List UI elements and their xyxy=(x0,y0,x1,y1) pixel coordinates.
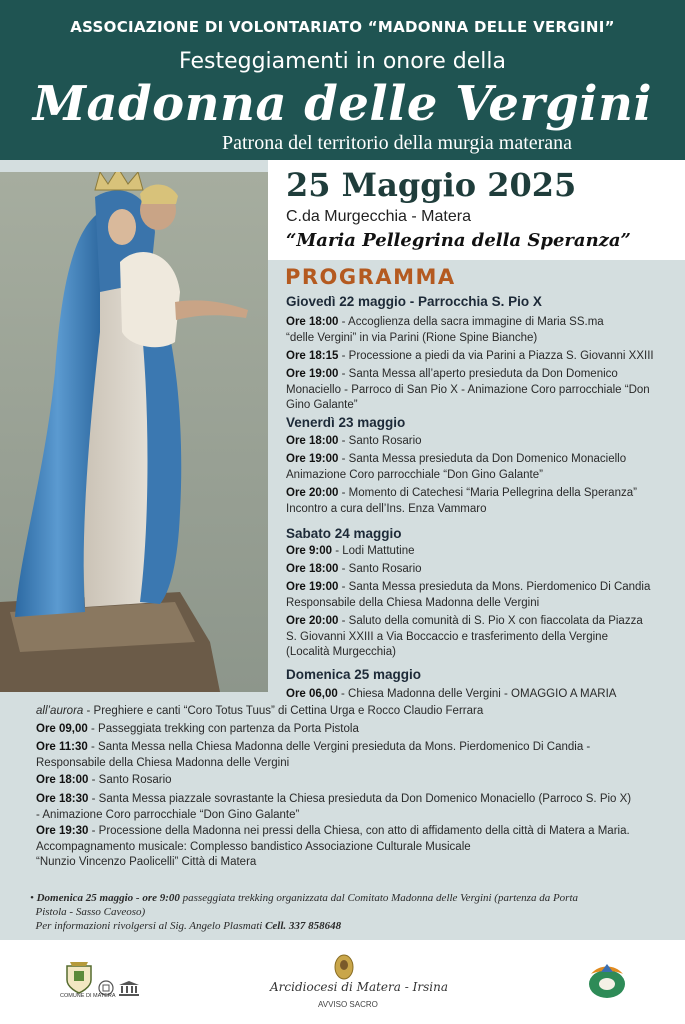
item-time: Ore 09,00 xyxy=(36,723,88,735)
schedule-item xyxy=(36,792,685,823)
item-text: - Santa Messa nella Chiesa Madonna delle Vergini presieduta da Mons. Pierdomenico Di Candia - xyxy=(91,741,591,753)
item-text: “delle Vergini” in via Parini (Rione Spine Bianche) xyxy=(286,331,538,344)
item-text: Accompagnamento musicale: Complesso bandistico Associazione Culturale Musicale xyxy=(36,840,471,853)
subtitle: Patrona del territorio della murgia materana xyxy=(222,132,573,154)
item-time: Ore 11:30 xyxy=(36,741,88,753)
item-time: Ore 18:00 xyxy=(286,316,339,328)
item-time: Ore 19:00 xyxy=(286,581,339,593)
schedule-item xyxy=(286,315,685,346)
schedule-item xyxy=(36,740,685,771)
schedule-item xyxy=(36,722,685,738)
item-time: Ore 18:30 xyxy=(36,793,89,805)
item-text: Responsabile della Chiesa Madonna delle Vergini xyxy=(286,596,540,609)
item-text: - Santa Messa presieduta da Don Domenico Monaciello xyxy=(341,453,627,465)
diocese-name: Arcidiocesi di Matera - Irsina xyxy=(270,980,448,994)
schedule-item xyxy=(36,824,685,871)
comune-matera-crest-icon xyxy=(64,962,94,994)
item-time: Ore 18:00 xyxy=(286,563,339,575)
item-text: - Santa Messa all’aperto presieduta da Don Domenico xyxy=(341,368,618,380)
note-phone: Cell. 337 858648 xyxy=(265,920,342,932)
madonna-statue-image xyxy=(0,172,268,692)
day-title: Giovedì 22 maggio - Parrocchia S. Pio X xyxy=(286,294,542,309)
organization-name: ASSOCIAZIONE DI VOLONTARIATO “MADONNA DELLE VERGINI” xyxy=(70,18,615,36)
festivities-line: Festeggiamenti in onore della xyxy=(179,49,506,74)
schedule-item xyxy=(286,349,685,365)
schedule-item xyxy=(286,367,685,414)
item-time: Ore 06,00 xyxy=(286,688,338,700)
item-time: all’aurora xyxy=(36,705,84,717)
item-text: - Saluto della comunità di S. Pio X con fiaccolata da Piazza xyxy=(341,615,643,627)
header-banner xyxy=(0,0,685,160)
schedule-item xyxy=(286,452,685,483)
programme-heading: PROGRAMMA xyxy=(285,265,456,289)
schedule-item xyxy=(286,580,685,611)
item-text: - Accoglienza della sacra immagine di Maria SS.ma xyxy=(341,316,604,328)
main-title: Madonna delle Vergini xyxy=(32,76,653,132)
item-text: - Processione della Madonna nei pressi della Chiesa, con atto di affidamento della città di Matera a Maria. xyxy=(91,825,630,837)
avviso-sacro-label: AVVISO SACRO xyxy=(318,1000,378,1009)
item-text: - Santo Rosario xyxy=(341,563,422,575)
item-text: - Santo Rosario xyxy=(341,435,422,447)
schedule-item xyxy=(286,562,685,578)
schedule-item xyxy=(286,614,685,661)
schedule-item xyxy=(36,773,685,789)
item-text: Animazione Coro parrocchiale “Don Gino Galante” xyxy=(286,468,543,481)
item-text: Responsabile della Chiesa Madonna delle Vergini xyxy=(36,756,290,769)
unesco-icon xyxy=(118,980,140,996)
item-time: Ore 18:00 xyxy=(36,774,89,786)
event-place: C.da Murgecchia - Matera xyxy=(286,208,471,225)
item-text: Monaciello - Parroco di San Pio X - Animazione Coro parrocchiale “Don xyxy=(286,383,650,396)
item-text: (Località Murgecchia) xyxy=(286,646,396,658)
item-text: “Nunzio Vincenzo Paolicelli” Città di Matera xyxy=(36,856,257,868)
event-date: 25 Maggio 2025 xyxy=(286,166,577,204)
schedule-item xyxy=(36,704,685,720)
item-time: Ore 19:00 xyxy=(286,368,339,380)
note-date: Domenica 25 maggio - ore 9:00 xyxy=(36,892,180,904)
schedule-item xyxy=(286,687,685,703)
note-contact: Per informazioni rivolgersi al Sig. Angelo Plasmati xyxy=(35,920,266,932)
day-title: Venerdì 23 maggio xyxy=(286,415,406,430)
item-time: Ore 20:00 xyxy=(286,487,339,499)
item-text: S. Giovanni XXIII a Via Boccaccio e trasferimento della Vergine xyxy=(286,630,608,643)
item-text: - Santa Messa piazzale sovrastante la Chiesa presieduta da Don Domenico Monaciello (Parroco S. Pio X) xyxy=(91,793,632,805)
comune-label: COMUNE DI MATERA xyxy=(60,993,116,999)
crown-icon xyxy=(95,172,143,190)
item-time: Ore 20:00 xyxy=(286,615,339,627)
item-text: - Lodi Mattutine xyxy=(335,545,415,557)
item-text: - Processione a piedi da via Parini a Piazza S. Giovanni XXIII xyxy=(341,350,654,362)
item-text: Gino Galante” xyxy=(286,399,358,411)
item-text: - Preghiere e canti “Coro Totus Tuus” di Cettina Urga e Rocco Claudio Ferrara xyxy=(86,705,484,717)
item-text: - Chiesa Madonna delle Vergini - OMAGGIO A MARIA xyxy=(341,688,617,700)
schedule-item xyxy=(286,434,685,450)
note-text: passeggiata trekking organizzata dal Comitato Madonna delle Vergini (partenza da Porta xyxy=(179,892,579,904)
item-text: Incontro a cura dell’Ins. Enza Vammaro xyxy=(286,502,487,515)
day-title: Domenica 25 maggio xyxy=(286,667,422,682)
schedule-item xyxy=(286,486,685,517)
item-time: Ore 18:00 xyxy=(286,435,339,447)
item-text: - Passeggiata trekking con partenza da Porta Pistola xyxy=(91,723,359,735)
item-text: - Animazione Coro parrocchiale “Don Gino Galante” xyxy=(36,808,300,821)
event-motto: “Maria Pellegrina della Speranza” xyxy=(286,230,631,251)
item-text: - Santo Rosario xyxy=(91,774,172,786)
note-text: Pistola - Sasso Caveoso) xyxy=(35,906,146,918)
schedule-item xyxy=(286,544,685,560)
item-time: Ore 19:30 xyxy=(36,825,89,837)
item-text: - Santa Messa presieduta da Mons. Pierdomenico Di Candia xyxy=(341,581,651,593)
day-title: Sabato 24 maggio xyxy=(286,526,402,541)
association-logo-icon xyxy=(585,962,629,1000)
item-time: Ore 9:00 xyxy=(286,545,333,557)
item-time: Ore 18:15 xyxy=(286,350,339,362)
item-text: - Momento di Catechesi “Maria Pellegrina della Speranza” xyxy=(341,487,637,499)
diocese-seal-icon xyxy=(334,954,354,980)
info-notes: • Domenica 25 maggio - ore 9:00 passeggiata trekking organizzata dal Comitato Madonna delle Vergini (partenza da Porta Pistola - Sasso Caveoso) Per informazioni rivolgersi al Sig. Angelo Plasmati Cell. 337 858648 xyxy=(30,892,579,932)
item-time: Ore 19:00 xyxy=(286,453,339,465)
